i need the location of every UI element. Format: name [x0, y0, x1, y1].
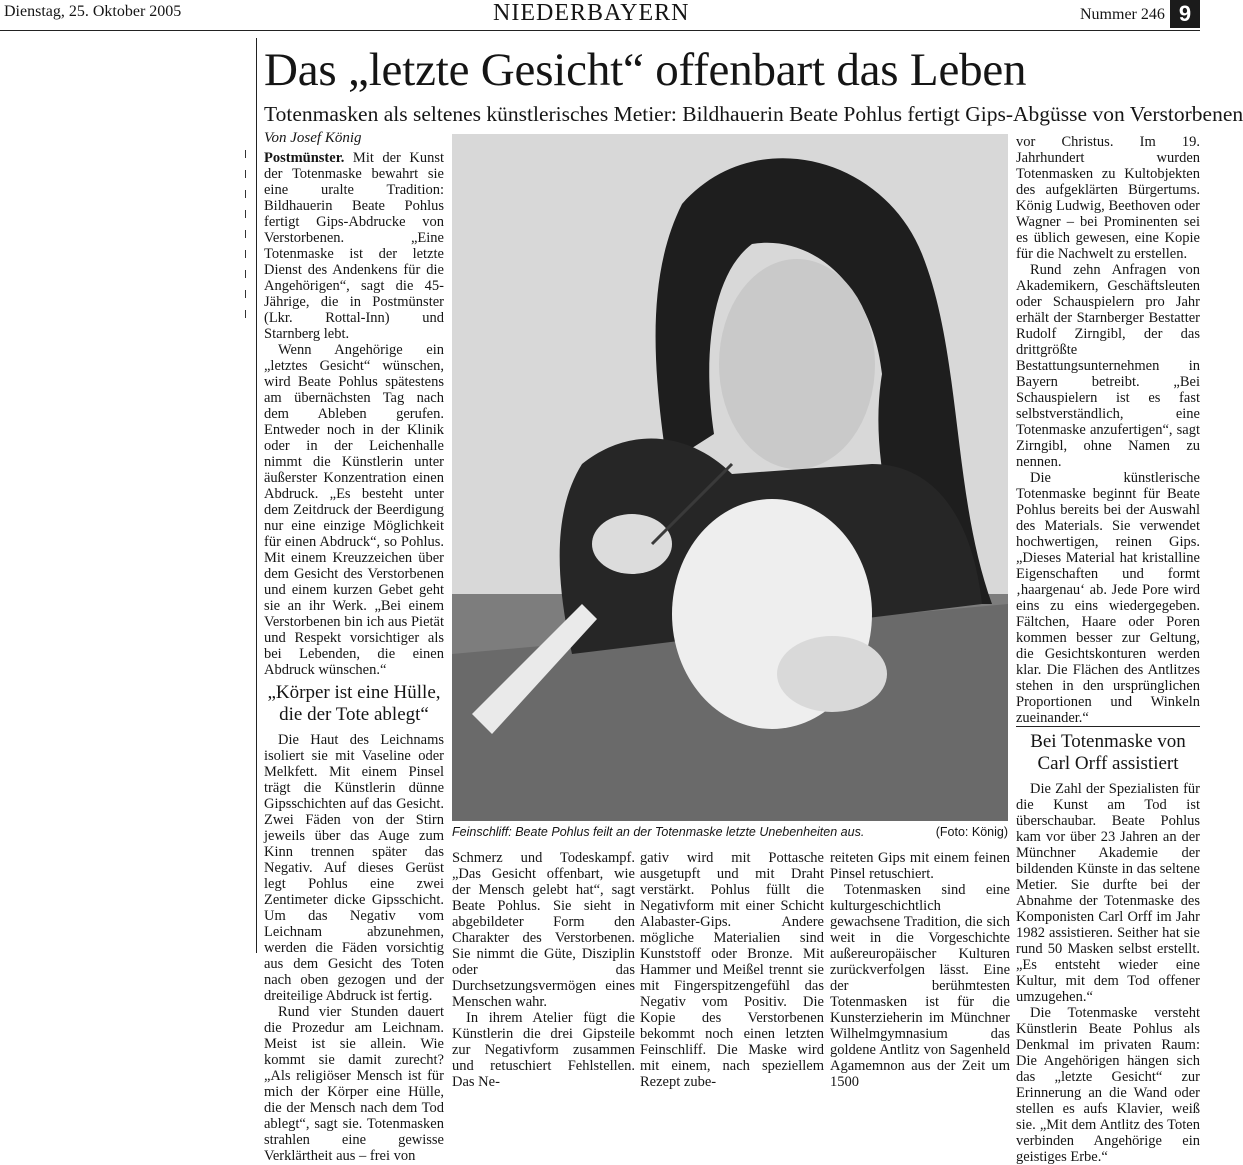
page-number: 9 — [1170, 0, 1200, 28]
article-column-3 — [640, 850, 824, 1090]
subheadline: Totenmasken als seltenes künstlerisches Metier: Bildhauerin Beate Pohlus fertigt Gips-Abgüsse von Verstorbenen — [264, 102, 1243, 126]
column-divider — [256, 38, 257, 953]
paragraph: vor Christus. Im 19. Jahrhundert wurden Totenmasken zu Kultobjekten des aufgeklärten Bürgertums. König Ludwig, Beethoven oder Wagner – bei Prominenten sei es üblich gewesen, eine Kopie für die Nachwelt zu erstellen. — [1016, 134, 1200, 262]
article-column-1 — [264, 150, 444, 1164]
header-rule — [0, 30, 1200, 31]
issue-date: Dienstag, 25. Oktober 2005 — [4, 3, 182, 20]
dateline: Postmünster. — [264, 150, 345, 166]
paragraph: Totenmasken sind eine kulturgeschichtlich gewachsene Tradition, die sich weit in die Vorgeschichte außereuropäischer Kulturen zurückverfolgen lässt. Eine der berühmtesten Totenmasken ist für die Kunsterzieherin im Münchner Wilhelmgymnasium das goldene Antlitz von Sagenheld Agamemnon aus der Zeit um 1500 — [830, 882, 1010, 1090]
paragraph: Die Totenmaske versteht Künstlerin Beate Pohlus als Denkmal im privaten Raum: Die Angehörigen hängen sich das „letzte Gesicht“ zur Erinnerung an die Wand oder stellen es aufs Klavier, weiß sie. „Mit dem Antlitz des Toten verbinden Angehörige ein geistiges Erbe.“ — [1016, 1005, 1200, 1165]
article-column-5 — [1016, 134, 1200, 1165]
photo-illustration — [452, 134, 1008, 821]
headline: Das „letzte Gesicht“ offenbart das Leben — [264, 44, 1027, 96]
paragraph: reiteten Gips mit einem feinen Pinsel retuschiert. — [830, 850, 1010, 882]
photo-credit: (Foto: König) — [935, 825, 1008, 839]
paragraph: Die Zahl der Spezialisten für die Kunst am Tod ist überschaubar. Beate Pohlus kam vor über 23 Jahren an der Münchner Akademie der bildenden Künste in das seltene Metier. Sie durfte bei der Abnahme der Totenmaske des Komponisten Carl Orff im Jahr 1982 assistieren. Seither hat sie rund 50 Masken selbst erstellt. „Es entsteht wieder eine Kultur, mit dem Tod offener umzugehen.“ — [1016, 781, 1200, 1005]
caption-text: Feinschliff: Beate Pohlus feilt an der Totenmaske letzte Unebenheiten aus. — [452, 825, 865, 839]
paragraph: Rund vier Stunden dauert die Prozedur am Leichnam. Meist ist sie allein. Wie kommt sie damit zurecht? „Als religiöser Mensch ist für mich der Körper eine Hülle, die der Mensch nach dem Tod ablegt“, sagt sie. Totenmasken strahlen eine gewisse Verklärtheit aus – frei von — [264, 1004, 444, 1164]
paragraph: Rund zehn Anfragen von Akademikern, Geschäftsleuten oder Schauspielern pro Jahr erhält der Starnberger Bestatter Rudolf Zirngibl, der das drittgrößte Bestattungsunternehmen in Bayern betreibt. „Bei Schauspielern ist es fast selbstverständlich, eine Totenmaske anzufertigen“, sagt Zirngibl, ohne Namen zu nennen. — [1016, 262, 1200, 470]
paragraph: In ihrem Atelier fügt die Künstlerin die drei Gipsteile zur Negativform zusammen und retuschiert Fehlstellen. Das Ne- — [452, 1010, 635, 1090]
paragraph: Die Haut des Leichnams isoliert sie mit Vaseline oder Melkfett. Mit einem Pinsel trägt die Künstlerin dünne Gipsschichten auf das Gesicht. Zwei Fäden von der Stirn jeweils über das Auge zum Kinn trennen später das Negativ. Auf dieses Gerüst legt Pohlus eine zwei Zentimeter dicke Gipsschicht. Um das Negativ vom Leichnam abzunehmen, werden die Fäden vorsichtig aus dem Gesicht des Toten nach oben gezogen und der dreiteilige Abdruck ist fertig. — [264, 732, 444, 1004]
article-photo — [452, 134, 1008, 821]
article-column-2 — [452, 850, 635, 1090]
section-title: NIEDERBAYERN — [493, 0, 690, 26]
paragraph: gativ wird mit Pottasche ausgetupft und mit Draht verstärkt. Pohlus füllt die Negativform mit einer Schicht Alabaster-Gips. Andere mögliche Materialien sind Kunststoff oder Bronze. Mit Hammer und Meißel trennt sie mit Fingerspitzengefühl das Negativ vom Positiv. Die Kopie des Verstorbenen bekommt noch einen letzten Feinschliff. Die Maske wird mit einem, nach speziellem Rezept zube- — [640, 850, 824, 1090]
paragraph: Postmünster. Mit der Kunst der Totenmaske bewahrt sie eine uralte Tradition: Bildhauerin Beate Pohlus fertigt Gips-Abdrucke von Verstorbenen. „Eine Totenmaske ist der letzte Dienst des Andenkens für die Angehörigen“, sagt die 45-Jährige, die in Postmünster (Lkr. Rottal-Inn) und Starnberg lebt. — [264, 150, 444, 342]
paragraph: Die künstlerische Totenmaske beginnt für Beate Pohlus bereits bei der Auswahl des Materials. Sie verwendet hochwertigen, reinen Gips. „Dieses Material hat kristalline Eigenschaften und formt ‚haargenau‘ ab. Jede Pore wird eins zu eins wiedergegeben. Fältchen, Haare oder Poren kommen besser zur Geltung, die Gesichtskonturen werden klar. Die Flächen des Antlitzes stehen in den ursprünglichen Proportionen und Winkeln zueinander.“ — [1016, 470, 1200, 726]
paragraph: Wenn Angehörige ein „letztes Gesicht“ wünschen, wird Beate Pohlus spätestens am übernächsten Tag nach dem Ableben gerufen. Entweder noch in der Klinik oder in der Leichenhalle nimmt die Künstlerin unter äußerster Konzentration einen Abdruck. „Es besteht unter dem Zeitdruck der Beerdigung nur eine einzige Möglichkeit für einen Abdruck“, so Pohlus. Mit einem Kreuzzeichen über dem Gesicht des Verstorbenen und einem kurzen Gebet geht sie an ihr Werk. „Bei einem Verstorbenen bin ich aus Pietät und Respekt vorsichtiger als bei Lebenden, die einen Abdruck wünschen.“ — [264, 342, 444, 678]
margin-marks — [242, 150, 248, 330]
article-column-4 — [830, 850, 1010, 1090]
photo-caption — [452, 824, 1008, 840]
byline: Von Josef König — [264, 130, 362, 146]
issue-number: Nummer 246 — [1080, 6, 1165, 23]
intertitle-rule — [1016, 726, 1200, 727]
paragraph: Schmerz und Todeskampf. „Das Gesicht offenbart, wie der Mensch gelebt hat“, sagt Beate Pohlus. Sie sieht in abgebildeter Form den Charakter des Verstorbenen. Sie nimmt die Güte, Disziplin oder das Durchsetzungsvermögen eines Menschen wahr. — [452, 850, 635, 1010]
intertitle: Bei Totenmaske von Carl Orff assistiert — [1030, 731, 1186, 774]
intertitle: „Körper ist eine Hülle, die der Tote ablegt“ — [267, 682, 441, 725]
